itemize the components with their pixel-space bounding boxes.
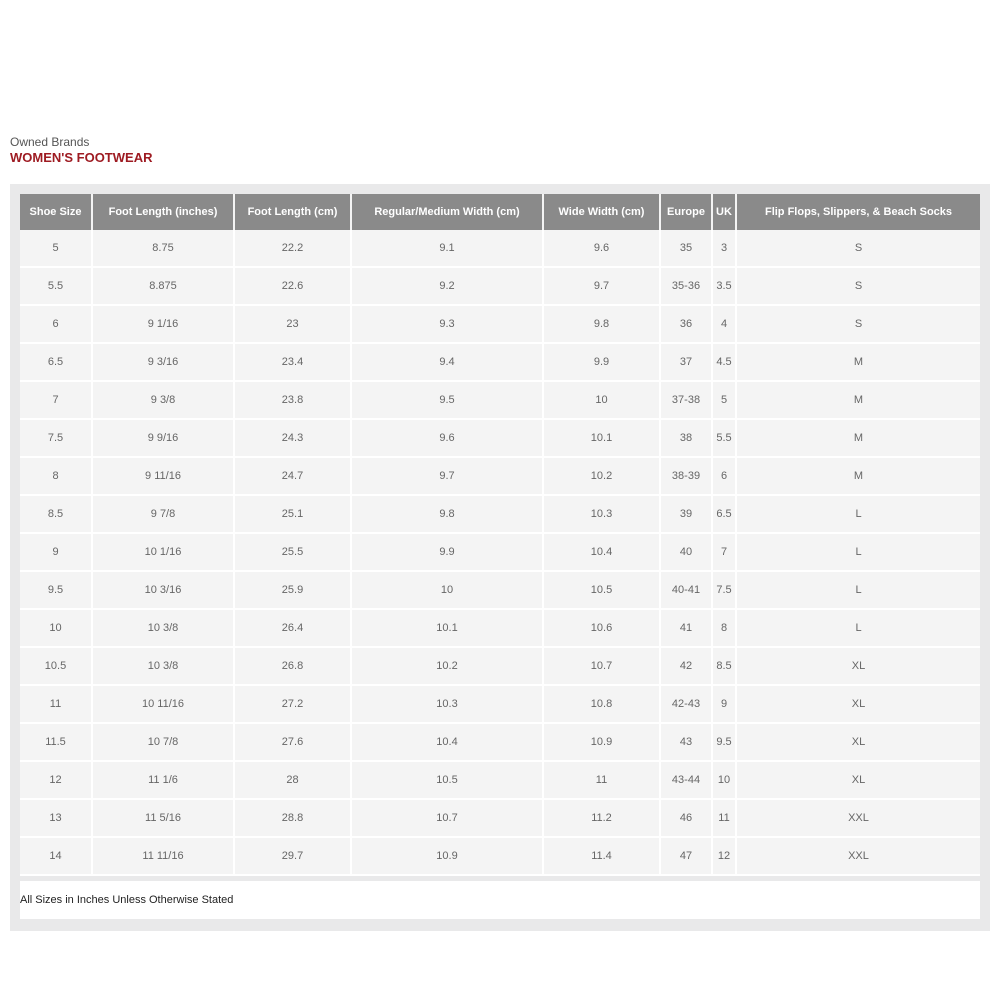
table-cell: 39 <box>660 495 712 533</box>
table-cell: 10.1 <box>351 609 543 647</box>
table-cell: 9 7/8 <box>92 495 234 533</box>
table-cell: 11.5 <box>20 723 92 761</box>
table-cell: 35-36 <box>660 267 712 305</box>
table-cell: 9.6 <box>351 419 543 457</box>
table-cell: 41 <box>660 609 712 647</box>
table-cell: 9 <box>20 533 92 571</box>
table-cell: 11 11/16 <box>92 837 234 875</box>
table-cell: 40 <box>660 533 712 571</box>
table-cell: 8 <box>20 457 92 495</box>
table-cell: 46 <box>660 799 712 837</box>
table-cell: 9.6 <box>543 230 660 267</box>
column-header: Regular/Medium Width (cm) <box>351 194 543 230</box>
table-cell: 24.7 <box>234 457 351 495</box>
table-row <box>20 837 980 875</box>
table-cell: 37-38 <box>660 381 712 419</box>
table-cell: 10.6 <box>543 609 660 647</box>
brand-owner-label: Owned Brands <box>10 135 90 149</box>
table-cell: L <box>736 609 980 647</box>
table-cell: M <box>736 343 980 381</box>
page-header <box>10 135 152 166</box>
table-cell: 25.9 <box>234 571 351 609</box>
table-cell: 10 7/8 <box>92 723 234 761</box>
table-cell: XXL <box>736 837 980 875</box>
table-cell: S <box>736 305 980 343</box>
table-cell: 9.4 <box>351 343 543 381</box>
table-cell: 26.4 <box>234 609 351 647</box>
table-cell: 10.4 <box>543 533 660 571</box>
table-cell: 22.6 <box>234 267 351 305</box>
table-cell: 11.2 <box>543 799 660 837</box>
column-header: Foot Length (inches) <box>92 194 234 230</box>
table-cell: 6 <box>712 457 736 495</box>
table-cell: XL <box>736 647 980 685</box>
column-header: Foot Length (cm) <box>234 194 351 230</box>
table-cell: 10.9 <box>543 723 660 761</box>
table-cell: 5.5 <box>20 267 92 305</box>
table-cell: 25.1 <box>234 495 351 533</box>
table-cell: XL <box>736 723 980 761</box>
table-cell: 3 <box>712 230 736 267</box>
table-row <box>20 267 980 305</box>
table-cell: 9.8 <box>543 305 660 343</box>
table-cell: 5 <box>20 230 92 267</box>
table-row <box>20 381 980 419</box>
table-cell: 8.75 <box>92 230 234 267</box>
table-cell: 6.5 <box>20 343 92 381</box>
table-cell: 9 1/16 <box>92 305 234 343</box>
table-cell: 9 3/8 <box>92 381 234 419</box>
table-cell: 4 <box>712 305 736 343</box>
table-cell: 10 11/16 <box>92 685 234 723</box>
table-cell: 12 <box>712 837 736 875</box>
table-cell: 10.3 <box>351 685 543 723</box>
table-cell: 25.5 <box>234 533 351 571</box>
table-cell: 42-43 <box>660 685 712 723</box>
table-cell: 10.7 <box>351 799 543 837</box>
table-cell: 22.2 <box>234 230 351 267</box>
table-cell: 27.2 <box>234 685 351 723</box>
table-cell: 28.8 <box>234 799 351 837</box>
table-row <box>20 419 980 457</box>
table-cell: 28 <box>234 761 351 799</box>
table-cell: 43 <box>660 723 712 761</box>
table-cell: 9.9 <box>351 533 543 571</box>
table-cell: 9 9/16 <box>92 419 234 457</box>
table-cell: 23.8 <box>234 381 351 419</box>
table-cell: 9.5 <box>712 723 736 761</box>
table-cell: 7.5 <box>20 419 92 457</box>
table-cell: 10.2 <box>351 647 543 685</box>
table-cell: 11 <box>543 761 660 799</box>
table-cell: 5.5 <box>712 419 736 457</box>
table-cell: 26.8 <box>234 647 351 685</box>
table-cell: XXL <box>736 799 980 837</box>
table-row <box>20 609 980 647</box>
table-cell: 10.4 <box>351 723 543 761</box>
table-body <box>20 230 980 875</box>
table-cell: 9.2 <box>351 267 543 305</box>
table-cell: 10.5 <box>351 761 543 799</box>
table-cell: 9.3 <box>351 305 543 343</box>
table-cell: 8.5 <box>20 495 92 533</box>
table-cell: 11 <box>712 799 736 837</box>
footnote: All Sizes in Inches Unless Otherwise Stated <box>20 881 980 919</box>
table-cell: 6 <box>20 305 92 343</box>
table-cell: 9 <box>712 685 736 723</box>
table-cell: 3.5 <box>712 267 736 305</box>
table-cell: 23.4 <box>234 343 351 381</box>
page-title: WOMEN'S FOOTWEAR <box>10 150 153 165</box>
table-cell: S <box>736 267 980 305</box>
column-header: UK <box>712 194 736 230</box>
table-cell: 10 <box>712 761 736 799</box>
size-chart-panel <box>10 184 990 931</box>
table-cell: 27.6 <box>234 723 351 761</box>
table-row <box>20 685 980 723</box>
table-cell: 38 <box>660 419 712 457</box>
table-row <box>20 571 980 609</box>
table-cell: 47 <box>660 837 712 875</box>
size-chart-table <box>20 194 980 876</box>
table-cell: 10.2 <box>543 457 660 495</box>
table-cell: XL <box>736 685 980 723</box>
table-cell: 10 3/8 <box>92 609 234 647</box>
table-cell: 9.7 <box>351 457 543 495</box>
table-cell: M <box>736 381 980 419</box>
table-cell: 9.8 <box>351 495 543 533</box>
table-cell: 9.5 <box>351 381 543 419</box>
column-header: Europe <box>660 194 712 230</box>
column-header: Flip Flops, Slippers, & Beach Socks <box>736 194 980 230</box>
table-cell: 5 <box>712 381 736 419</box>
table-cell: 13 <box>20 799 92 837</box>
table-cell: 10 3/8 <box>92 647 234 685</box>
table-cell: 10.7 <box>543 647 660 685</box>
table-cell: 11 <box>20 685 92 723</box>
table-cell: 24.3 <box>234 419 351 457</box>
table-cell: 10.5 <box>543 571 660 609</box>
table-cell: M <box>736 457 980 495</box>
table-cell: 10.5 <box>20 647 92 685</box>
table-cell: 10 1/16 <box>92 533 234 571</box>
table-row <box>20 799 980 837</box>
table-cell: M <box>736 419 980 457</box>
table-row <box>20 723 980 761</box>
table-cell: 8.5 <box>712 647 736 685</box>
table-cell: 4.5 <box>712 343 736 381</box>
table-row <box>20 647 980 685</box>
table-cell: 11.4 <box>543 837 660 875</box>
table-cell: 10.9 <box>351 837 543 875</box>
column-header: Shoe Size <box>20 194 92 230</box>
table-row <box>20 343 980 381</box>
table-cell: 38-39 <box>660 457 712 495</box>
table-row <box>20 305 980 343</box>
table-row <box>20 457 980 495</box>
table-cell: 10 <box>20 609 92 647</box>
table-cell: 7.5 <box>712 571 736 609</box>
table-cell: 9.1 <box>351 230 543 267</box>
table-row <box>20 230 980 267</box>
table-cell: 10 <box>543 381 660 419</box>
table-row <box>20 533 980 571</box>
table-cell: 29.7 <box>234 837 351 875</box>
table-row <box>20 495 980 533</box>
table-cell: L <box>736 571 980 609</box>
table-cell: 9.5 <box>20 571 92 609</box>
table-cell: L <box>736 533 980 571</box>
table-cell: 10.3 <box>543 495 660 533</box>
table-cell: 37 <box>660 343 712 381</box>
table-cell: 23 <box>234 305 351 343</box>
table-cell: 42 <box>660 647 712 685</box>
table-cell: 10.8 <box>543 685 660 723</box>
table-cell: 10 <box>351 571 543 609</box>
table-cell: 9.7 <box>543 267 660 305</box>
table-cell: 8 <box>712 609 736 647</box>
table-cell: 6.5 <box>712 495 736 533</box>
table-cell: 9.9 <box>543 343 660 381</box>
table-cell: 7 <box>20 381 92 419</box>
table-cell: 14 <box>20 837 92 875</box>
table-cell: 10.1 <box>543 419 660 457</box>
table-cell: 10 3/16 <box>92 571 234 609</box>
table-cell: 11 1/6 <box>92 761 234 799</box>
table-cell: S <box>736 230 980 267</box>
table-cell: 8.875 <box>92 267 234 305</box>
table-cell: 35 <box>660 230 712 267</box>
table-cell: 40-41 <box>660 571 712 609</box>
table-header-row <box>20 194 980 230</box>
column-header: Wide Width (cm) <box>543 194 660 230</box>
table-cell: 9 11/16 <box>92 457 234 495</box>
table-row <box>20 761 980 799</box>
table-cell: 36 <box>660 305 712 343</box>
table-cell: 11 5/16 <box>92 799 234 837</box>
table-cell: 12 <box>20 761 92 799</box>
table-cell: 7 <box>712 533 736 571</box>
table-cell: L <box>736 495 980 533</box>
table-cell: XL <box>736 761 980 799</box>
table-cell: 43-44 <box>660 761 712 799</box>
table-cell: 9 3/16 <box>92 343 234 381</box>
